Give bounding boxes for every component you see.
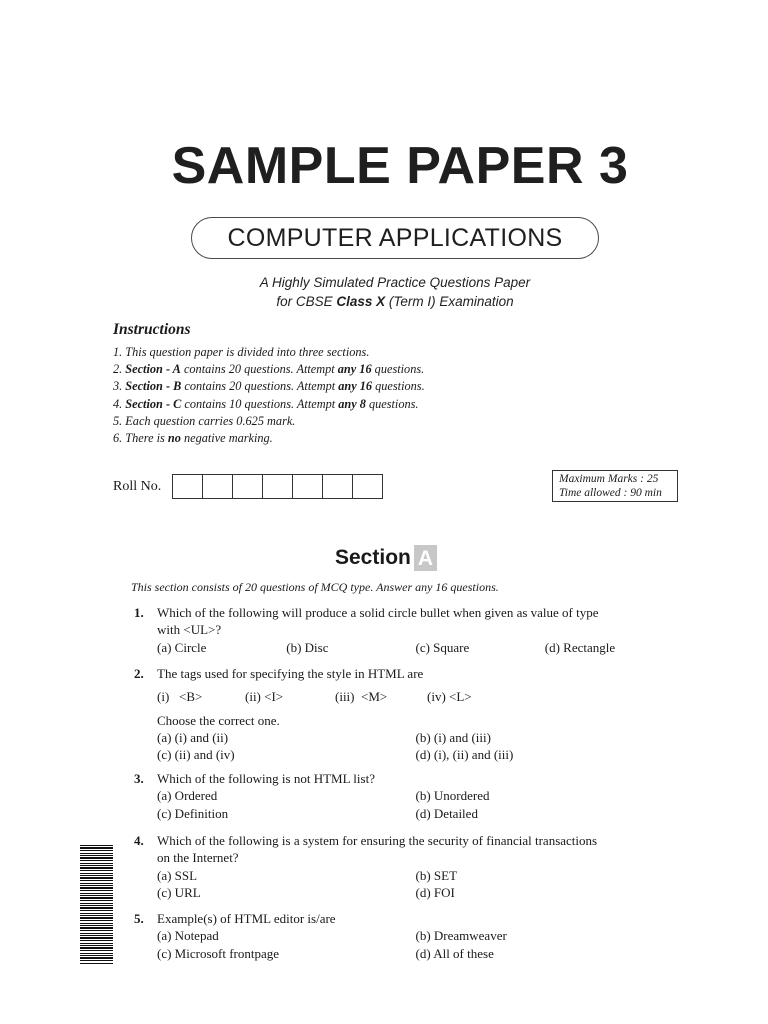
option: (b) SET	[415, 867, 458, 883]
option: (d) All of these	[415, 945, 494, 961]
tagline-line-2-pre: for CBSE	[276, 294, 337, 309]
instruction-bold: Section - C	[125, 396, 182, 411]
tagline-line-1: A Highly Simulated Practice Questions Paper	[259, 275, 531, 290]
section-note: This section consists of 20 questions of MCQ type. Answer any 16 questions.	[131, 580, 499, 594]
section-word: Section	[335, 545, 411, 569]
roll-number-box	[353, 475, 382, 498]
option: (b) Dreamweaver	[415, 928, 507, 944]
option: (c) Square	[415, 639, 470, 655]
instruction-bold: Section - A	[125, 362, 181, 377]
list-item: (i) <B>	[157, 689, 203, 705]
subject-title: COMPUTER APPLICATIONS	[191, 217, 599, 259]
instruction-item	[113, 396, 425, 413]
question-text: The tags used for specifying the style in HTML are	[157, 666, 424, 681]
question-number: 4.	[134, 833, 144, 848]
question-4	[134, 832, 674, 901]
instruction-item	[113, 361, 425, 378]
instruction-text: 2.	[113, 362, 126, 377]
question-number: 2.	[134, 666, 144, 681]
question-text: Which of the following is a system for ensuring the security of financial transactions	[157, 833, 598, 848]
option: (a) Notepad	[157, 928, 219, 944]
question-1	[134, 604, 674, 656]
options-row	[157, 805, 674, 822]
options-row	[157, 867, 674, 884]
instructions-heading: Instructions	[113, 321, 191, 338]
question-number: 3.	[134, 771, 144, 786]
tagline-line-2-post: (Term I) Examination	[385, 294, 514, 309]
question-text: on the Internet?	[157, 850, 239, 866]
option: (a) SSL	[157, 867, 198, 883]
question-text: Example(s) of HTML editor is/are	[157, 911, 336, 926]
option: (d) Rectangle	[544, 639, 616, 655]
roll-number-boxes	[172, 474, 383, 499]
option: (a) (i) and (ii)	[157, 729, 229, 745]
roll-number-box	[173, 475, 203, 498]
list-item: (iii) <M>	[335, 689, 388, 705]
question-2	[134, 665, 674, 763]
question-instruction: Choose the correct one.	[157, 712, 280, 728]
options-row	[157, 746, 674, 763]
option: (d) Detailed	[415, 805, 478, 821]
instruction-bold: any 16	[337, 362, 372, 377]
option: (b) (i) and (iii)	[415, 729, 491, 745]
question-3	[134, 770, 674, 822]
option: (d) (i), (ii) and (iii)	[415, 747, 514, 763]
question-text: Which of the following is not HTML list?	[157, 771, 375, 786]
option: (c) Microsoft frontpage	[157, 945, 280, 961]
instruction-text: contains 20 questions. Attempt	[181, 379, 339, 394]
option: (b) Disc	[286, 639, 329, 655]
instruction-text: 6. There is	[113, 431, 168, 446]
page-title: SAMPLE PAPER 3	[171, 137, 629, 195]
instruction-text: 5. Each question carries 0.625 mark.	[113, 413, 296, 428]
question-number: 5.	[134, 911, 144, 926]
tagline-line-2	[0, 292, 768, 311]
instruction-text: contains 10 questions. Attempt	[181, 396, 339, 411]
instruction-bold: Section - B	[125, 379, 182, 394]
instruction-item	[113, 413, 425, 430]
question-number: 1.	[134, 605, 144, 620]
question-text: with <UL>?	[157, 622, 222, 638]
time-allowed: Time allowed : 90 min	[559, 487, 662, 499]
list-item: (ii) <I>	[245, 689, 284, 705]
roll-number-box	[293, 475, 323, 498]
roll-number-box	[323, 475, 353, 498]
maximum-marks: Maximum Marks : 25	[559, 473, 659, 485]
question-text: Which of the following will produce a solid circle bullet when given as value of type	[157, 605, 599, 620]
option: (c) Definition	[157, 805, 229, 821]
barcode-icon	[80, 845, 113, 965]
option: (a) Circle	[157, 639, 207, 655]
instruction-text: questions.	[372, 379, 425, 394]
instruction-bold: any 16	[338, 379, 373, 394]
question-5	[134, 910, 674, 962]
instruction-item	[113, 378, 425, 395]
instructions-list	[113, 344, 425, 447]
instruction-text: questions.	[365, 396, 419, 411]
instruction-text: questions.	[371, 362, 425, 377]
instruction-text: 3.	[113, 379, 126, 394]
instruction-text: 1. This question paper is divided into three sections.	[113, 345, 370, 359]
options-row	[157, 729, 674, 746]
instruction-text: negative marking.	[180, 431, 273, 446]
options-row	[157, 639, 674, 656]
options-row	[157, 945, 674, 962]
roll-number-label: Roll No.	[113, 479, 162, 494]
roll-number-box	[203, 475, 233, 498]
tagline-class: Class X	[336, 294, 386, 309]
instruction-item	[113, 344, 425, 361]
option: (a) Ordered	[157, 788, 218, 804]
option: (d) FOI	[415, 884, 455, 900]
option: (c) (ii) and (iv)	[157, 747, 235, 763]
instruction-text: contains 20 questions. Attempt	[180, 362, 338, 377]
roll-number-box	[263, 475, 293, 498]
roll-number-box	[233, 475, 263, 498]
section-heading	[335, 544, 437, 571]
options-row	[157, 787, 674, 804]
tagline	[0, 273, 768, 311]
instruction-text: 4.	[113, 396, 126, 411]
instruction-bold: any 8	[338, 396, 366, 411]
items-row	[157, 688, 674, 705]
instruction-bold: no	[167, 431, 181, 446]
options-row	[157, 927, 674, 944]
instruction-item	[113, 430, 425, 447]
marks-time-box	[552, 470, 678, 502]
option: (b) Unordered	[415, 788, 490, 804]
section-letter: A	[414, 545, 437, 571]
list-item: (iv) <L>	[427, 689, 472, 705]
option: (c) URL	[157, 884, 201, 900]
options-row	[157, 884, 674, 901]
